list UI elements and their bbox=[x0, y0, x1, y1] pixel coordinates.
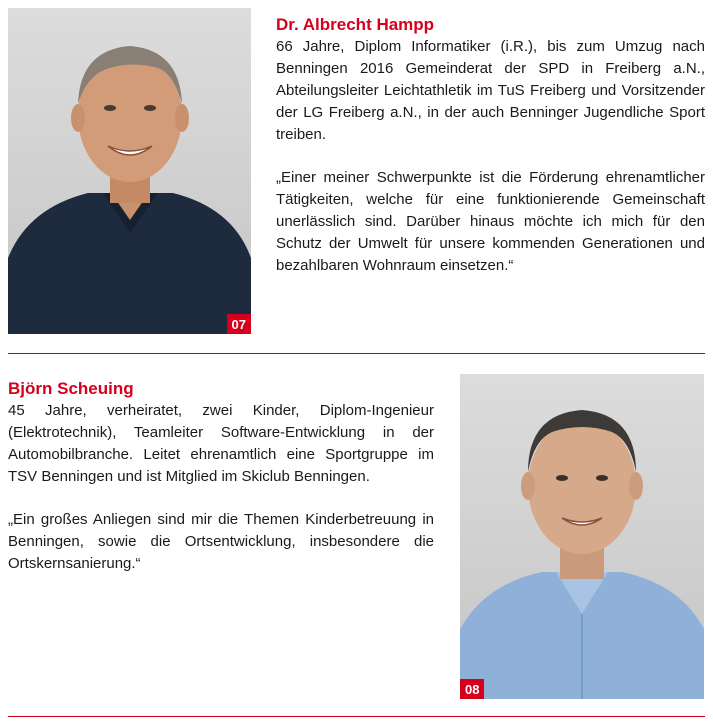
portrait-illustration bbox=[8, 8, 251, 334]
candidate-number-badge: 07 bbox=[227, 314, 251, 334]
portrait-illustration bbox=[460, 374, 704, 699]
candidate-name: Dr. Albrecht Hampp bbox=[276, 15, 435, 34]
candidate-photo-hampp bbox=[8, 8, 251, 334]
section-divider bbox=[8, 716, 705, 717]
candidate-quote: „Einer meiner Schwerpunkte ist die Förderung ehrenamtlicher Tätigkeiten, welche für eine funktionierende Gemeinschaft unerlässlich sind. Darüber hinaus möchte ich mich für den Schutz der Umwelt für unsere kommenden Generationen und bezahlbaren Wohnraum einsetzen.“ bbox=[276, 169, 705, 274]
section-divider bbox=[8, 353, 705, 354]
candidate-bio: 45 Jahre, verheiratet, zwei Kinder, Diplom-Ingenieur (Elektrotechnik), Teamleiter Software-Entwicklung in der Automobilbranche. Leitet ehrenamtlich eine Sportgruppe im TSV Benningen und ist Mitglied im Skiclub Benningen. bbox=[8, 402, 434, 485]
candidate-photo-scheuing bbox=[460, 374, 704, 699]
candidate-quote: „Ein großes Anliegen sind mir die Themen Kinderbetreuung in Benningen, sowie die Ortsentwicklung, insbesondere die Ortskernsanierung.“ bbox=[8, 511, 434, 572]
candidate-text-scheuing bbox=[8, 378, 434, 575]
candidate-name: Björn Scheuing bbox=[8, 379, 134, 398]
candidate-number-badge: 08 bbox=[460, 679, 484, 699]
candidate-text-hampp bbox=[276, 14, 705, 277]
candidate-bio: 66 Jahre, Diplom Informatiker (i.R.), bis zum Umzug nach Benningen 2016 Gemeinderat der SPD in Freiberg a.N., Abteilungsleiter Leichtathletik im TuS Freiberg und Vorsitzender der LG Freiberg a.N., in der auch Benninger Jugendliche Sport treiben. bbox=[276, 38, 705, 143]
